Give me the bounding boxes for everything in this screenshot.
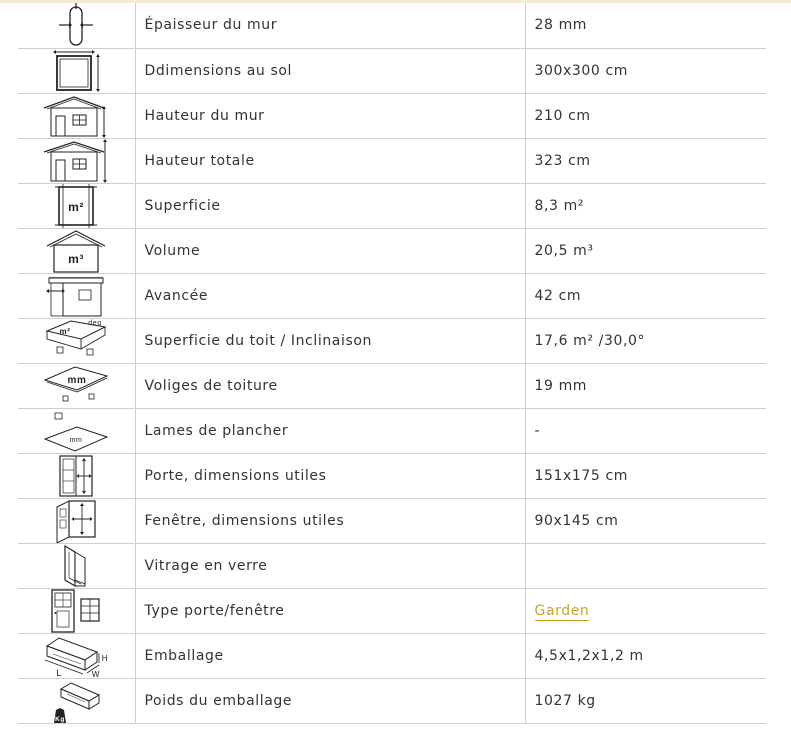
svg-text:Kg: Kg (55, 715, 66, 723)
spec-label: Emballage (135, 633, 525, 678)
spec-value: 8,3 m² (525, 183, 766, 228)
spec-row (18, 498, 766, 543)
spec-row (18, 273, 766, 318)
spec-label: Superficie du toit / Inclinaison (135, 318, 525, 363)
svg-text:m³: m³ (68, 251, 85, 266)
spec-row (18, 408, 766, 453)
spec-label: Hauteur du mur (135, 93, 525, 138)
svg-text:mm: mm (69, 436, 83, 444)
volume-icon (43, 229, 109, 273)
spec-value: 323 cm (525, 138, 766, 183)
spec-row (18, 588, 766, 633)
svg-text:mm: mm (67, 374, 87, 386)
spec-value: 90x145 cm (525, 498, 766, 543)
total-height-icon (41, 139, 111, 183)
spec-value: 151x175 cm (525, 453, 766, 498)
spec-value: 42 cm (525, 273, 766, 318)
spec-value: 210 cm (525, 93, 766, 138)
spec-label: Superficie (135, 183, 525, 228)
roof-area-incline-icon (43, 319, 109, 363)
spec-value: 300x300 cm (525, 48, 766, 93)
spec-row (18, 678, 766, 723)
svg-text:H: H (102, 653, 109, 663)
spec-row (18, 48, 766, 93)
svg-text:W: W (92, 669, 101, 678)
spec-label: Fenêtre, dimensions utiles (135, 498, 525, 543)
spec-label: Lames de plancher (135, 408, 525, 453)
spec-value (525, 543, 766, 588)
spec-row (18, 138, 766, 183)
spec-row (18, 633, 766, 678)
spec-row (18, 228, 766, 273)
spec-row (18, 318, 766, 363)
spec-label: Avancée (135, 273, 525, 318)
spec-value: 28 mm (525, 3, 766, 48)
spec-row (18, 453, 766, 498)
spec-value: - (525, 408, 766, 453)
spec-value: 19 mm (525, 363, 766, 408)
specs-table (18, 3, 766, 724)
package-weight-icon (43, 679, 109, 723)
package-dimensions-icon (41, 634, 111, 678)
spec-label: Porte, dimensions utiles (135, 453, 525, 498)
svg-text:L: L (56, 667, 63, 678)
spec-label: Poids du emballage (135, 678, 525, 723)
overhang-icon (45, 274, 107, 318)
spec-label: Épaisseur du mur (135, 3, 525, 48)
svg-text:deg: deg (88, 319, 102, 327)
wall-height-icon (41, 94, 111, 138)
spec-value: 1027 kg (525, 678, 766, 723)
spec-label: Volume (135, 228, 525, 273)
spec-row (18, 3, 766, 48)
svg-text:m²: m² (68, 199, 85, 214)
garden-type-link[interactable]: Garden (534, 602, 590, 619)
spec-row (18, 183, 766, 228)
floor-dimensions-icon (48, 49, 104, 93)
roof-boards-icon (41, 364, 111, 408)
door-dimensions-icon (54, 454, 98, 498)
svg-text:m²: m² (59, 326, 71, 336)
spec-label: Vitrage en verre (135, 543, 525, 588)
spec-row (18, 363, 766, 408)
glass-glazing-icon (51, 544, 101, 588)
spec-label: Voliges de toiture (135, 363, 525, 408)
spec-value: 4,5x1,2x1,2 m (525, 633, 766, 678)
door-window-type-icon (46, 589, 106, 633)
spec-value: 17,6 m² /30,0° (525, 318, 766, 363)
floor-boards-icon (41, 409, 111, 453)
spec-value: 20,5 m³ (525, 228, 766, 273)
area-icon (51, 184, 101, 228)
spec-row (18, 93, 766, 138)
spec-label: Hauteur totale (135, 138, 525, 183)
spec-label: Ddimensions au sol (135, 48, 525, 93)
wall-thickness-icon (51, 3, 101, 47)
window-dimensions-icon (51, 499, 101, 543)
spec-row (18, 543, 766, 588)
spec-label: Type porte/fenêtre (135, 588, 525, 633)
